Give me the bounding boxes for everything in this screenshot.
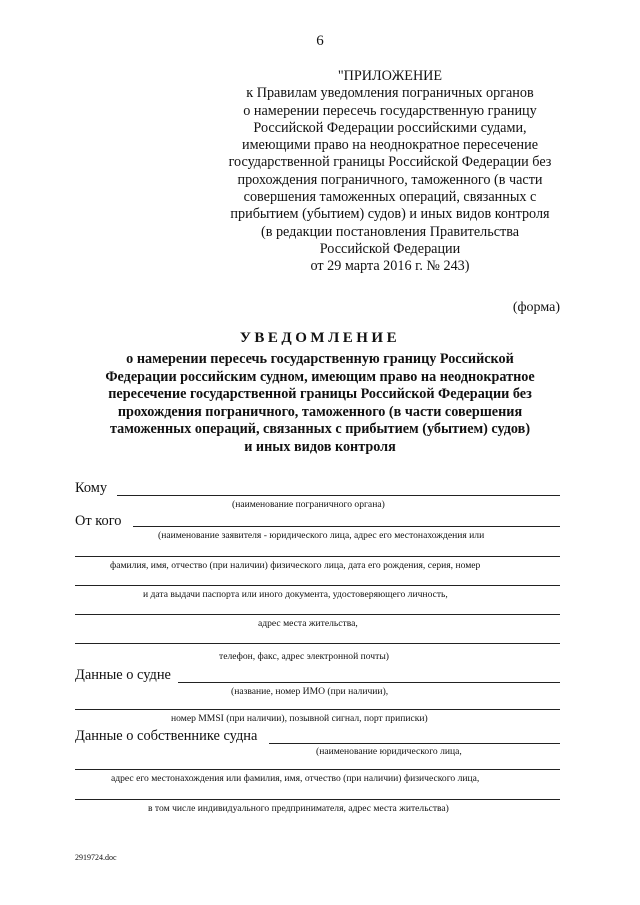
vessel-caption-1: (название, номер ИМО (при наличии),	[231, 686, 389, 697]
owner-label: Данные о собственнике судна	[75, 728, 258, 744]
appendix-line: Российской Федерации	[319, 240, 461, 257]
subtitle-line: о намерении пересечь государственную границу Российской	[126, 351, 514, 367]
to-label: Кому	[75, 480, 108, 496]
page-number: 6	[316, 33, 324, 49]
appendix-line: (в редакции постановления Правительства	[260, 223, 520, 240]
owner-caption-3: в том числе индивидуального предпринимателя, адрес места жительства)	[148, 803, 449, 814]
appendix-line: прохождения пограничного, таможенного (в части	[237, 171, 543, 188]
from-field-line-4[interactable]	[75, 614, 560, 615]
document-title: УВЕДОМЛЕНИЕ	[239, 330, 401, 346]
owner-field-line-3[interactable]	[75, 799, 560, 800]
document-subtitle	[80, 351, 560, 457]
to-caption: (наименование пограничного органа)	[232, 499, 385, 510]
appendix-line: от 29 марта 2016 г. № 243)	[310, 258, 470, 275]
from-field-line-3[interactable]	[75, 585, 560, 586]
subtitle-line: и иных видов контроля	[244, 438, 396, 455]
appendix-line: Российской Федерации российскими судами,	[253, 119, 527, 136]
from-caption-1: (наименование заявителя - юридического лица, адрес его местонахождения или	[158, 530, 485, 541]
footer-filename: 2919724.doc	[75, 853, 117, 862]
appendix-line: имеющими право на неоднократное пересечение	[241, 137, 539, 154]
appendix-line: совершения таможенных операций, связанных с	[243, 189, 537, 206]
subtitle-line: прохождения пограничного, таможенного (в части совершения	[117, 403, 523, 420]
owner-field-line-1[interactable]	[269, 743, 560, 744]
appendix-line: о намерении пересечь государственную границу	[243, 102, 537, 119]
from-caption-4: адрес места жительства,	[258, 618, 358, 629]
owner-field-line-2[interactable]	[75, 769, 560, 770]
from-caption-3: и дата выдачи паспорта или иного документа, удостоверяющего личность,	[143, 589, 448, 600]
appendix-line: прибытием (убытием) судов) и иных видов контроля	[230, 206, 550, 223]
vessel-field-line-2[interactable]	[75, 709, 560, 710]
vessel-caption-2: номер MMSI (при наличии), позывной сигнал, порт приписки)	[171, 713, 428, 724]
to-field-line[interactable]	[117, 495, 560, 496]
vessel-label: Данные о судне	[75, 667, 171, 683]
appendix-line: к Правилам уведомления пограничных органов	[246, 85, 534, 102]
form-label: (форма)	[512, 300, 560, 315]
subtitle-line: Федерации российским судном, имеющим право на неоднократное	[105, 368, 535, 385]
owner-caption-1: (наименование юридического лица,	[316, 746, 462, 757]
owner-caption-2: адрес его местонахождения или фамилия, имя, отчество (при наличии) физического лица,	[111, 773, 480, 784]
vessel-field-line-1[interactable]	[178, 682, 560, 683]
appendix-line: государственной границы Российской Федерации без	[228, 154, 552, 171]
appendix-line: "ПРИЛОЖЕНИЕ	[337, 68, 443, 84]
from-field-line-5[interactable]	[75, 643, 560, 644]
from-field-line-2[interactable]	[75, 556, 560, 557]
from-label: От кого	[75, 513, 122, 529]
from-field-line-1[interactable]	[133, 526, 560, 527]
subtitle-line: пересечение государственной границы Российской Федерации без	[108, 386, 532, 403]
appendix-header	[222, 68, 558, 276]
subtitle-line: таможенных операций, связанных с прибытием (убытием) судов)	[109, 421, 531, 438]
from-caption-5: телефон, факс, адрес электронной почты)	[219, 651, 389, 662]
from-caption-2: фамилия, имя, отчество (при наличии) физического лица, дата его рождения, серия, номер	[110, 560, 481, 571]
